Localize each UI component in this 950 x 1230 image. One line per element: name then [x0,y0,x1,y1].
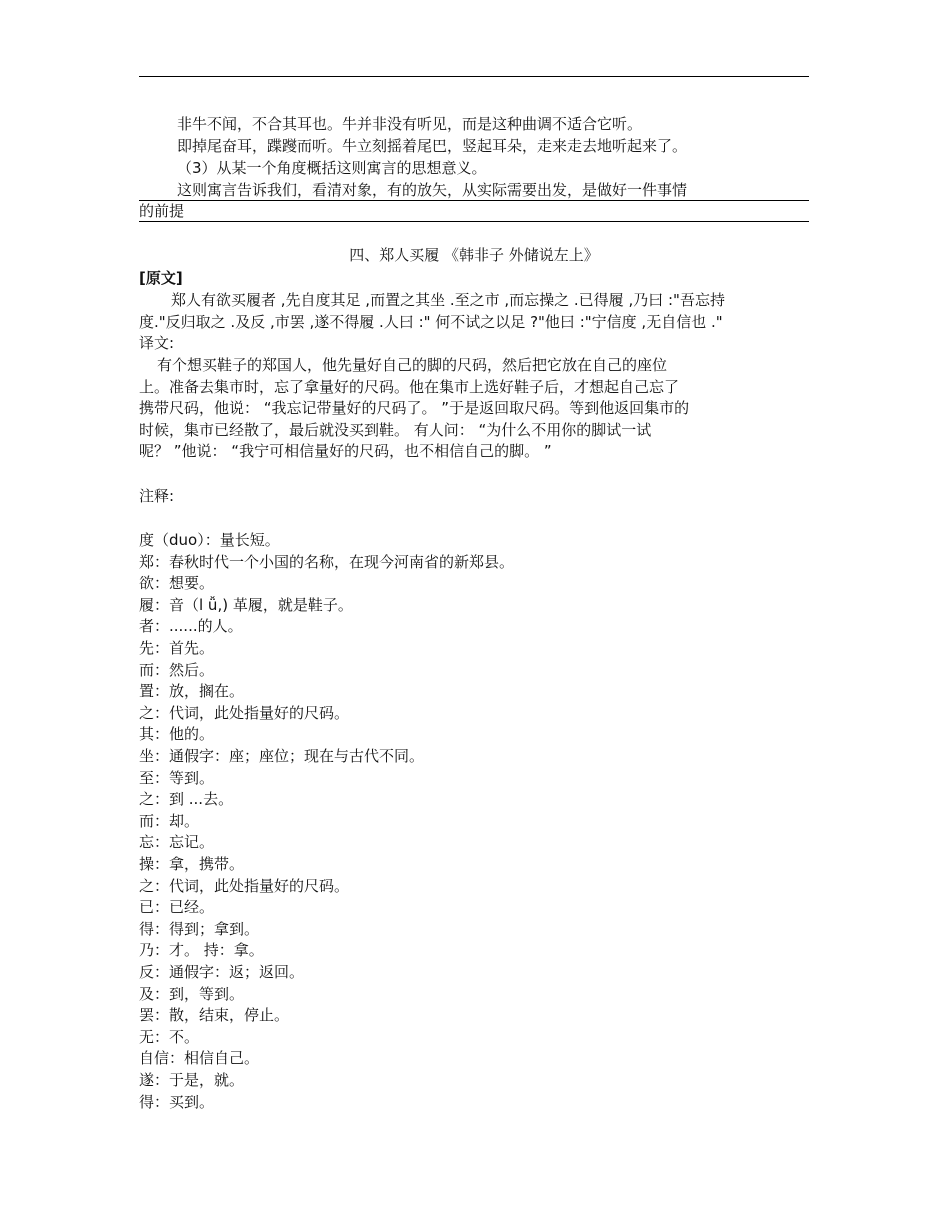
notes-label: 注释: [139,487,175,505]
note-item: 自信：相信自己。 [139,1049,260,1068]
note-item: 先：首先。 [139,639,215,657]
text-line: 即掉尾奋耳，蹀躞而听。牛立刻摇着尾巴，竖起耳朵，走来走去地听起来了。 [177,137,688,155]
note-item: 得：买到。 [139,1092,215,1111]
note-item: 欲：想要。 [139,574,215,593]
original-line: 郑人有欲买履者 ,先自度其足 ,而置之其坐 .至之市 ,而忘操之 .已得履 ,乃曰 :"吾忘持 [171,291,725,309]
note-item: 坐：通假字：座；座位；现在与古代不同。 [139,747,425,765]
original-line: 度."反归取之 .及反 ,市罢 ,遂不得履 .人曰 :" 何不试之以足 ?"他曰 :"宁信度 ,无自信也 ." [139,313,723,331]
translation-line: 时候，集市已经散了，最后就没买到鞋。 有人问： “为什么不用你的脚试一试 [139,421,652,439]
original-label: [原文] [139,269,183,287]
note-item: 之：到 ...去。 [139,790,234,809]
note-item: 履：音（l ǚ,) 革履，就是鞋子。 [139,595,353,614]
answer-line: 这则寓言告诉我们，看清对象，有的放矢，从实际需要出发，是做好一件事情 [139,180,809,201]
note-item: 乃：才。 持：拿。 [139,941,264,960]
note-item: 遂：于是，就。 [139,1071,245,1089]
note-item: 至：等到。 [139,768,215,787]
section-title: 四、郑人买履 《韩非子 外储说左上》 [349,246,599,264]
note-item: 得：得到；拿到。 [139,919,260,938]
note-item: 而：然后。 [139,660,215,679]
translation-line: 上。准备去集市时，忘了拿量好的尺码。他在集市上选好鞋子后，才想起自己忘了 [139,378,680,396]
note-item: 其：他的。 [139,725,215,744]
note-item: 及：到，等到。 [139,984,245,1003]
note-item: 操：拿，携带。 [139,855,245,873]
text-line: 非牛不闻，不合其耳也。牛并非没有听见，而是这种曲调不适合它听。 [177,115,643,133]
note-item: 之：代词，此处指量好的尺码。 [139,703,350,722]
note-item: 忘：忘记。 [139,833,215,852]
note-item: 之：代词，此处指量好的尺码。 [139,876,350,895]
note-item: 而：却。 [139,811,200,830]
note-item: 度（duo）：量长短。 [139,531,280,549]
note-item: 者：......的人。 [139,617,243,636]
note-item: 反：通假字：返；返回。 [139,963,305,981]
note-item: 无：不。 [139,1027,200,1046]
translation-line: 携带尺码，他说： “我忘记带量好的尺码了。 ”于是返回取尺码。等到他返回集市的 [139,399,690,417]
note-item: 郑：春秋时代一个小国的名称，在现今河南省的新郑县。 [139,552,515,571]
note-item: 置：放，搁在。 [139,682,245,701]
note-item: 已：已经。 [139,898,215,917]
translation-line: 有个想买鞋子的郑国人，他先量好自己的脚的尺码，然后把它放在自己的座位 [157,356,668,374]
translation-line: 呢？ ”他说： “我宁可相信量好的尺码，也不相信自己的脚。 ” [139,442,552,460]
translation-label: 译文: [139,334,175,352]
answer-line: 的前提 [139,201,809,222]
note-item: 罢：散，结束，停止。 [139,1006,290,1025]
text-line: （3）从某一个角度概括这则寓言的思想意义。 [177,159,487,177]
header-rule [139,76,809,77]
